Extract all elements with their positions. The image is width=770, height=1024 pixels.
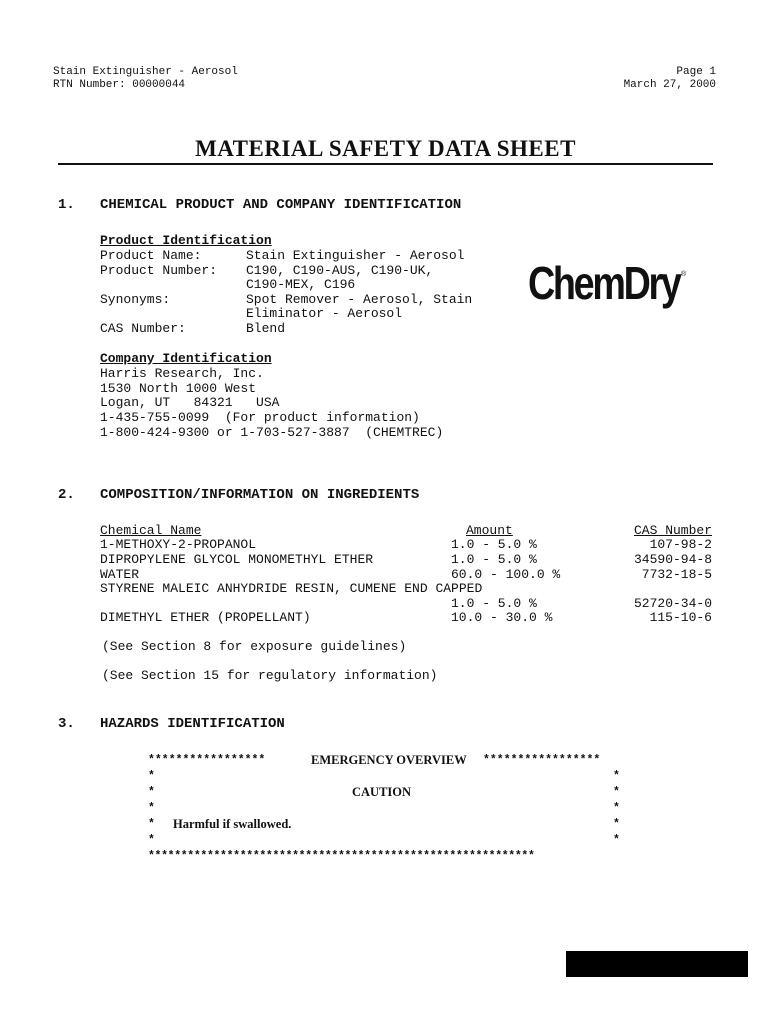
overview-star: * xyxy=(148,770,155,783)
product-row-value: Eliminator - Aerosol xyxy=(246,306,403,321)
column-cas-number: CAS Number xyxy=(633,523,712,538)
ingredient-name: STYRENE MALEIC ANHYDRIDE RESIN, CUMENE END CAPPED xyxy=(100,581,483,596)
overview-star: * xyxy=(613,770,620,783)
header-page: Page 1 xyxy=(676,66,716,78)
logo-wordmark: ChemDry xyxy=(528,257,680,309)
ingredient-name: DIPROPYLENE GLYCOL MONOMETHYL ETHER xyxy=(100,552,374,567)
ingredient-amount: 1.0 - 5.0 % xyxy=(451,596,537,611)
overview-star: * xyxy=(148,834,155,847)
ingredient-cas: 52720-34-0 xyxy=(633,596,712,611)
header-date: March 27, 2000 xyxy=(623,79,716,91)
black-bar xyxy=(566,951,748,977)
ingredient-cas: 115-10-6 xyxy=(649,610,712,625)
overview-star: * xyxy=(613,786,620,799)
overview-star: * xyxy=(613,834,620,847)
section3-number: 3. xyxy=(58,716,75,732)
product-row-label: Product Name: xyxy=(100,248,202,263)
header-rtn: RTN Number: 00000044 xyxy=(53,79,186,91)
company-line: Harris Research, Inc. xyxy=(100,366,264,381)
ingredient-name: WATER xyxy=(100,567,140,582)
document-title: MATERIAL SAFETY DATA SHEET xyxy=(58,136,713,165)
overview-star: * xyxy=(613,818,620,831)
ingredient-amount: 60.0 - 100.0 % xyxy=(451,567,561,582)
company-identification-heading: Company Identification xyxy=(100,351,272,366)
overview-bottom-border: *********************************************************** xyxy=(148,850,535,863)
product-row-value: Stain Extinguisher - Aerosol xyxy=(246,248,465,263)
section2-heading: COMPOSITION/INFORMATION ON INGREDIENTS xyxy=(100,487,420,503)
ingredient-amount: 10.0 - 30.0 % xyxy=(451,610,553,625)
overview-star: * xyxy=(148,786,155,799)
company-line: Logan, UT 84321 USA xyxy=(100,395,280,410)
company-line: 1530 North 1000 West xyxy=(100,381,257,396)
harmful-warning: Harmful if swallowed. xyxy=(173,817,292,831)
product-row-value: Blend xyxy=(246,321,286,336)
ingredient-cas: 7732-18-5 xyxy=(641,567,712,582)
product-row-label: Synonyms: xyxy=(100,292,171,307)
company-line: 1-435-755-0099 (For product information) xyxy=(100,410,420,425)
overview-right-border: ***************** xyxy=(483,754,601,767)
chemdry-logo xyxy=(528,254,693,312)
overview-left-border: ***************** xyxy=(148,754,266,767)
product-row-value: Spot Remover - Aerosol, Stain xyxy=(246,292,473,307)
product-row-value: C190, C190-AUS, C190-UK, xyxy=(246,263,434,278)
ingredient-name: 1-METHOXY-2-PROPANOL xyxy=(100,537,257,552)
ingredient-amount: 1.0 - 5.0 % xyxy=(451,552,537,567)
column-chemical-name: Chemical Name xyxy=(100,523,202,538)
regulatory-note: (See Section 15 for regulatory information) xyxy=(102,668,438,683)
column-amount: Amount xyxy=(466,523,513,538)
product-row-label: Product Number: xyxy=(100,263,218,278)
caution-label: CAUTION xyxy=(352,785,412,799)
section1-heading: CHEMICAL PRODUCT AND COMPANY IDENTIFICATION xyxy=(100,197,462,213)
exposure-note: (See Section 8 for exposure guidelines) xyxy=(102,639,407,654)
overview-star: * xyxy=(148,818,155,831)
emergency-overview-title: EMERGENCY OVERVIEW xyxy=(311,753,467,767)
section1-number: 1. xyxy=(58,197,75,213)
product-row-value: C190-MEX, C196 xyxy=(246,277,356,292)
overview-star: * xyxy=(613,802,620,815)
ingredient-amount: 1.0 - 5.0 % xyxy=(451,537,537,552)
ingredient-cas: 34590-94-8 xyxy=(633,552,712,567)
product-row-label: CAS Number: xyxy=(100,321,186,336)
overview-star: * xyxy=(148,802,155,815)
product-identification-heading: Product Identification xyxy=(100,233,272,248)
section2-number: 2. xyxy=(58,487,75,503)
company-line: 1-800-424-9300 or 1-703-527-3887 (CHEMTREC) xyxy=(100,425,444,440)
logo-registered-mark: ® xyxy=(681,271,687,278)
ingredient-cas: 107-98-2 xyxy=(649,537,712,552)
ingredient-name: DIMETHYL ETHER (PROPELLANT) xyxy=(100,610,311,625)
header-product: Stain Extinguisher - Aerosol xyxy=(53,66,238,78)
section3-heading: HAZARDS IDENTIFICATION xyxy=(100,716,285,732)
